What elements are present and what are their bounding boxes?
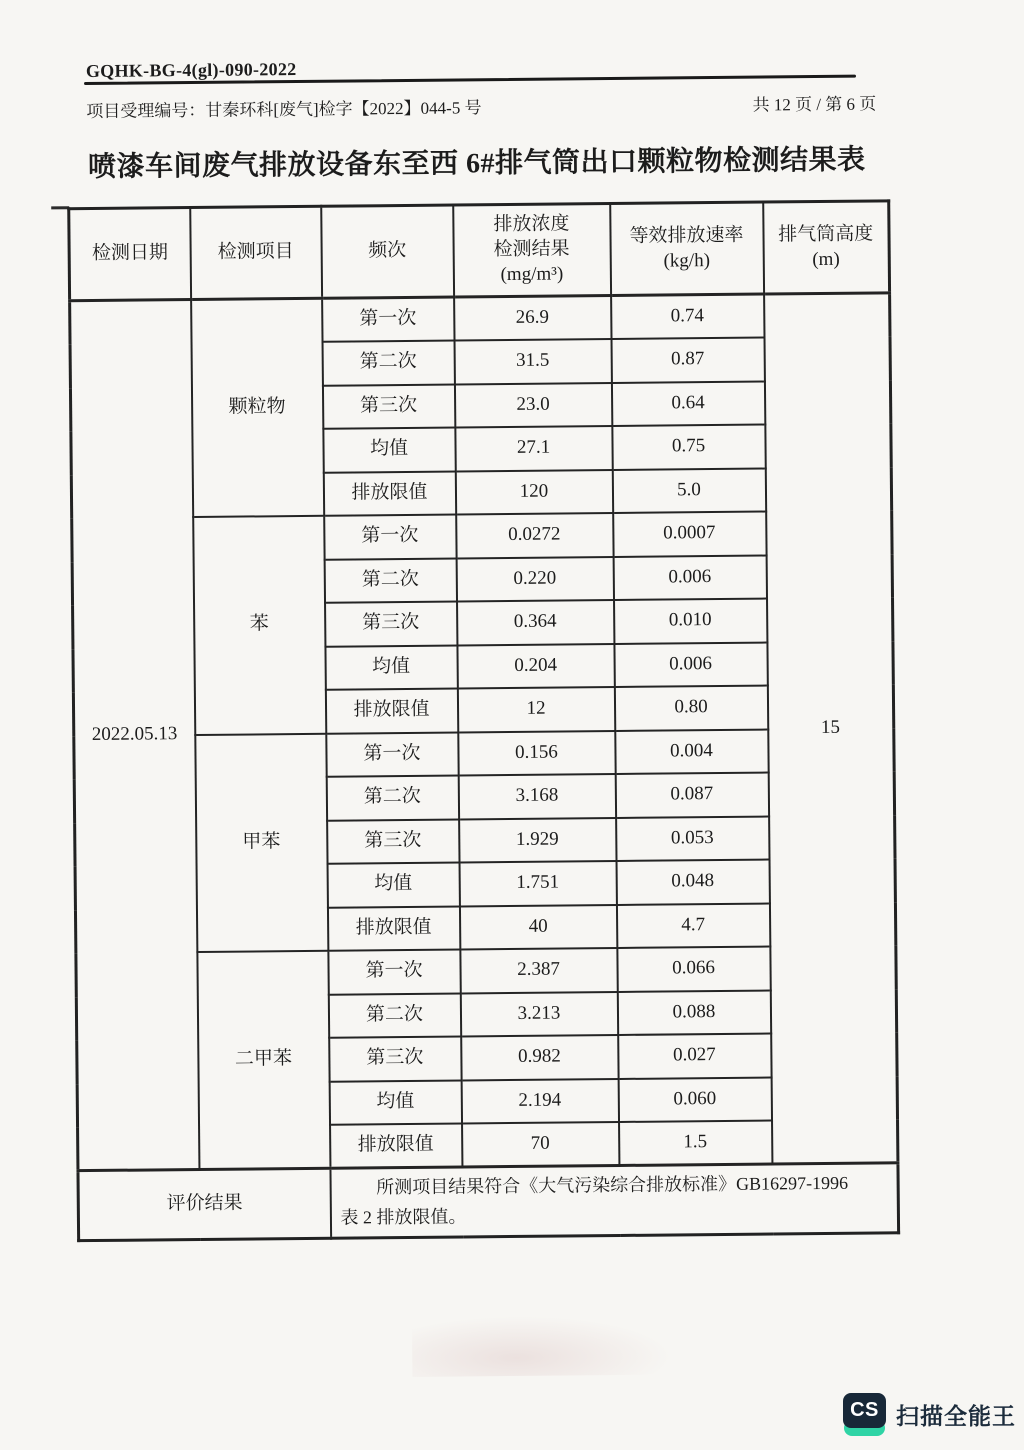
concentration-cell: 31.5: [454, 339, 611, 384]
freq-cell: 第一次: [326, 732, 458, 777]
col-header-rate: [610, 202, 764, 295]
scan-noise: [412, 1314, 673, 1376]
freq-cell: 均值: [329, 1080, 461, 1125]
table-row: [70, 293, 890, 344]
results-table: [67, 199, 900, 1242]
rate-cell: 0.027: [618, 1034, 771, 1079]
col-header-freq: 频次: [321, 205, 454, 298]
concentration-cell: 40: [459, 904, 616, 949]
rate-cell: 0.0007: [613, 512, 766, 557]
col-header-item: 检测项目: [190, 206, 322, 299]
rate-cell: 0.087: [615, 773, 768, 818]
rate-cell: 0.87: [611, 338, 764, 383]
item-cell-toluene: 甲苯: [195, 733, 328, 952]
item-cell-xylene: 二甲苯: [197, 951, 330, 1170]
concentration-cell: 3.213: [460, 991, 617, 1036]
freq-cell: 第二次: [322, 341, 454, 386]
concentration-cell: 2.194: [461, 1078, 618, 1123]
col-header-concentration-line1: 排放浓度: [493, 213, 570, 236]
concentration-cell: 12: [457, 687, 614, 732]
concentration-cell: 26.9: [454, 296, 611, 341]
rate-cell: 0.066: [617, 947, 770, 992]
doc-code: GQHK-BG-4(gl)-090-2022: [85, 59, 297, 82]
freq-cell: 第三次: [327, 819, 459, 864]
table-header-row: [69, 201, 890, 301]
col-header-concentration-unit: (mg/m³): [500, 263, 564, 285]
concentration-cell: 0.364: [457, 600, 614, 645]
freq-cell: 排放限值: [327, 906, 459, 951]
rate-cell: 1.5: [619, 1121, 772, 1166]
concentration-cell: 0.982: [461, 1035, 618, 1080]
logo-cs-badge: CS: [843, 1393, 886, 1428]
date-cell: 2022.05.13: [70, 300, 199, 1171]
col-header-date: 检测日期: [69, 208, 191, 301]
freq-cell: 第三次: [329, 1036, 461, 1081]
rate-cell: 0.80: [614, 686, 767, 731]
concentration-cell: 1.751: [459, 861, 616, 906]
evaluation-label-cell: 评价结果: [78, 1168, 331, 1241]
concentration-cell: 70: [462, 1122, 619, 1167]
camscanner-logo-icon: [843, 1393, 886, 1436]
camscanner-app-name: 扫描全能王: [896, 1403, 1016, 1429]
col-header-concentration: [453, 204, 611, 298]
freq-cell: 排放限值: [323, 471, 455, 516]
rate-cell: 0.060: [618, 1077, 771, 1122]
concentration-cell: 3.168: [458, 774, 615, 819]
stack-height-cell: 15: [764, 293, 898, 1164]
col-header-height: [763, 201, 890, 294]
freq-cell: 第二次: [326, 775, 458, 820]
evaluation-row: [78, 1163, 899, 1241]
freq-cell: 排放限值: [325, 689, 457, 734]
project-number: 项目受理编号：甘秦环科[废气]检字【2022】044-5 号: [86, 98, 482, 122]
camscanner-watermark: [843, 1393, 1016, 1436]
rate-cell: 0.64: [611, 381, 764, 426]
page-indicator: 共 12 页 / 第 6 页: [752, 94, 877, 115]
col-header-rate-unit: (kg/h): [663, 249, 711, 272]
freq-cell: 排放限值: [330, 1123, 462, 1168]
rate-cell: 0.088: [617, 990, 770, 1035]
freq-cell: 第二次: [324, 558, 456, 603]
col-header-concentration-line2: 检测结果: [493, 238, 570, 261]
document-title: 喷漆车间废气排放设备东至西 6#排气筒出口颗粒物检测结果表: [87, 144, 866, 184]
col-header-height-unit: (m): [812, 248, 840, 270]
col-header-height-line1: 排气筒高度: [778, 223, 874, 246]
evaluation-text-cell: [330, 1163, 899, 1239]
concentration-cell: 0.0272: [456, 513, 613, 558]
rate-cell: 0.010: [614, 599, 767, 644]
rate-cell: 0.006: [614, 642, 767, 687]
meta-row: [86, 89, 876, 122]
concentration-cell: 27.1: [455, 426, 612, 471]
concentration-cell: 1.929: [459, 817, 616, 862]
concentration-cell: 0.204: [457, 643, 614, 688]
freq-cell: 均值: [327, 862, 459, 907]
freq-cell: 第一次: [328, 949, 460, 994]
freq-cell: 均值: [323, 428, 455, 473]
concentration-cell: 2.387: [460, 948, 617, 993]
evaluation-text-line1: 所测项目结果符合《大气污染综合排放标准》GB16297-1996: [376, 1172, 849, 1198]
freq-cell: 第一次: [324, 515, 456, 560]
rate-cell: 0.006: [613, 555, 766, 600]
concentration-cell: 23.0: [454, 383, 611, 428]
freq-cell: 第二次: [328, 993, 460, 1038]
item-cell-particulates: 颗粒物: [191, 298, 324, 517]
evaluation-text-line2: 表 2 排放限值。: [340, 1206, 467, 1228]
item-cell-benzene: 苯: [193, 516, 326, 735]
rate-cell: 0.74: [611, 294, 764, 339]
rate-cell: 0.75: [612, 425, 765, 470]
concentration-cell: 0.220: [456, 557, 613, 602]
freq-cell: 第三次: [325, 602, 457, 647]
freq-cell: 第一次: [322, 297, 454, 342]
rate-cell: 0.053: [616, 816, 769, 861]
rate-cell: 4.7: [616, 903, 769, 948]
rate-cell: 0.004: [615, 729, 768, 774]
col-header-rate-line1: 等效排放速率: [629, 224, 744, 247]
concentration-cell: 120: [455, 470, 612, 515]
freq-cell: 第三次: [322, 384, 454, 429]
rate-cell: 0.048: [616, 860, 769, 905]
concentration-cell: 0.156: [458, 730, 615, 775]
rate-cell: 5.0: [612, 468, 765, 513]
freq-cell: 均值: [325, 645, 457, 690]
